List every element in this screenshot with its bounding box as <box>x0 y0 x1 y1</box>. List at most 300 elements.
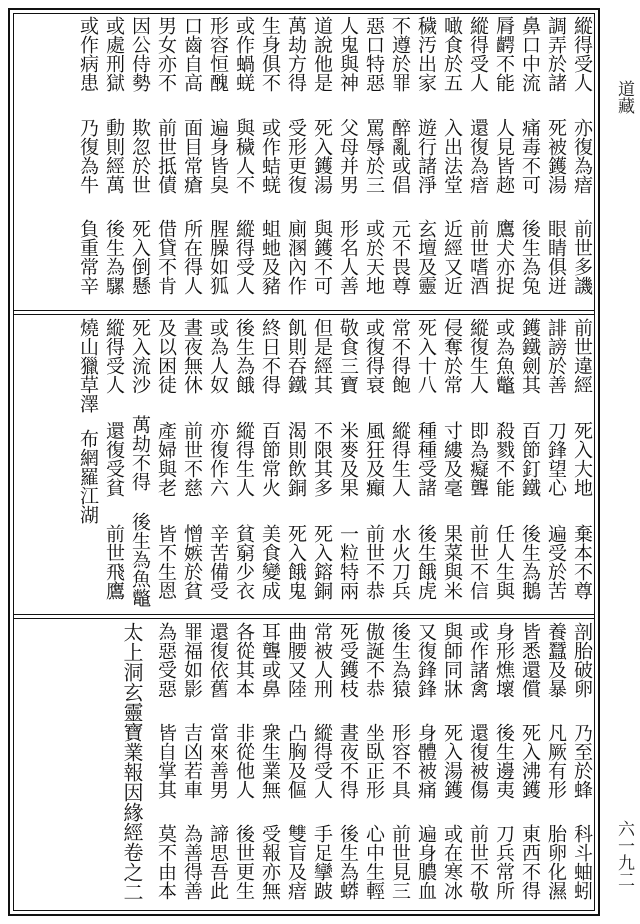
verse-line: 前世飛鷹 <box>103 523 125 600</box>
verse-line: 調弄於諸 <box>545 16 567 92</box>
verse-line: 惡口特惡 <box>363 16 385 92</box>
verse-line: 米麥及果 <box>337 420 359 497</box>
verse-column <box>257 622 283 910</box>
verse-line: 憎嫉於貧 <box>181 523 203 600</box>
verse-line: 誹謗於善 <box>545 318 567 394</box>
verse-gap <box>413 103 439 118</box>
verse-line: 前世嗜酒 <box>467 219 489 296</box>
verse-gap <box>231 103 257 118</box>
verse-line: 脣齶不能 <box>493 16 515 92</box>
verse-column <box>309 622 335 910</box>
verse-line: 死入沸鑊 <box>519 722 541 799</box>
verse-column <box>387 318 413 612</box>
verse-gap <box>179 708 205 723</box>
verse-gap <box>569 708 595 723</box>
verse-line: 受形更復 <box>285 117 307 194</box>
verse-line: 噉食於五 <box>441 16 463 92</box>
verse-column <box>335 318 361 612</box>
verse-gap <box>543 809 569 824</box>
verse-line: 渴則飲銅 <box>285 420 307 497</box>
verse-line: 傲誕不恭 <box>363 622 385 698</box>
verse-line: 死入餓鬼 <box>285 523 307 600</box>
verse-gap <box>413 509 439 524</box>
verse-gap <box>439 103 465 118</box>
verse-gap <box>465 809 491 824</box>
verse-line: 後世更生 <box>233 823 255 900</box>
verse-line: 常被人刑 <box>311 622 333 698</box>
verse-column <box>101 16 127 306</box>
verse-line: 飢則吞鐵 <box>285 318 307 394</box>
verse-line: 水火刀兵 <box>389 523 411 600</box>
verse-gap <box>335 406 361 421</box>
verse-column <box>413 318 439 612</box>
verse-gap <box>231 809 257 824</box>
verse-column <box>569 622 595 910</box>
verse-line: 種種受諸 <box>415 420 437 497</box>
verse-line: 或處刑獄 <box>103 16 125 92</box>
verse-line: 道說他是 <box>311 16 333 92</box>
verse-line: 科斗蚰蚓 <box>571 823 593 900</box>
verse-line: 侵奪於常 <box>441 318 463 394</box>
verse-line: 皆自掌其 <box>155 722 177 799</box>
verse-line: 萬劫方得 <box>285 16 307 92</box>
verse-line: 布網羅江湖 <box>77 429 99 524</box>
verse-line: 心中生輕 <box>363 823 385 900</box>
verse-line: 死入鑊湯 <box>311 117 333 194</box>
register-divider-1b <box>13 314 595 315</box>
verse-line: 後生為猿 <box>389 622 411 698</box>
verse-gap <box>257 509 283 524</box>
register-divider-2b <box>13 618 595 619</box>
verse-gap <box>517 204 543 219</box>
verse-gap <box>439 204 465 219</box>
verse-line: 負重常辛 <box>77 219 99 296</box>
verse-line: 前世不信 <box>467 523 489 600</box>
verse-gap <box>439 509 465 524</box>
verse-line: 莫不由本 <box>155 823 177 900</box>
verse-column <box>543 318 569 612</box>
verse-line: 前世多譏 <box>571 219 593 296</box>
verse-column <box>543 622 569 910</box>
verse-line: 穢汚出家 <box>415 16 437 92</box>
verse-gap <box>413 406 439 421</box>
verse-line: 但是經其 <box>311 318 333 394</box>
verse-line: 口齒自高 <box>181 16 203 92</box>
verse-gap <box>517 708 543 723</box>
verse-gap <box>205 103 231 118</box>
verse-line: 後生為魚鼈 <box>129 512 151 608</box>
verse-line: 前世抵債 <box>155 117 177 194</box>
verse-line: 凸胸及傴 <box>285 722 307 799</box>
verse-gap <box>127 103 153 118</box>
verse-column <box>283 318 309 612</box>
verse-column <box>439 318 465 612</box>
register-3-columns <box>153 622 595 910</box>
verse-line: 或為魚鼈 <box>493 318 515 394</box>
verse-gap <box>387 509 413 524</box>
verse-gap <box>127 401 153 415</box>
verse-column <box>543 16 569 306</box>
verse-line: 遍身皆臭 <box>207 117 229 194</box>
verse-gap <box>491 204 517 219</box>
verse-line: 剖胎破卵 <box>571 622 593 698</box>
verse-gap <box>101 509 127 524</box>
verse-line: 坐臥正形 <box>363 722 385 799</box>
verse-column <box>517 16 543 306</box>
verse-gap <box>179 509 205 524</box>
verse-line: 眼睛俱迸 <box>545 219 567 296</box>
verse-line: 縱得受人 <box>103 318 125 394</box>
verse-gap <box>283 509 309 524</box>
verse-line: 吉凶若車 <box>181 722 203 799</box>
verse-column <box>569 16 595 306</box>
verse-gap <box>309 406 335 421</box>
verse-line: 又復鋒鋒 <box>415 622 437 698</box>
verse-line: 皆悉還償 <box>519 622 541 698</box>
verse-gap <box>153 103 179 118</box>
verse-gap <box>413 708 439 723</box>
verse-gap <box>569 103 595 118</box>
verse-column <box>361 16 387 306</box>
verse-column <box>465 622 491 910</box>
verse-line: 面目常瘡 <box>181 117 203 194</box>
verse-gap <box>439 406 465 421</box>
verse-gap <box>491 103 517 118</box>
verse-line: 晝夜無休 <box>181 318 203 394</box>
verse-column <box>205 318 231 612</box>
verse-gap <box>101 204 127 219</box>
verse-line: 前世見三 <box>389 823 411 900</box>
verse-gap <box>205 509 231 524</box>
verse-line: 前世不恭 <box>363 523 385 600</box>
verse-column <box>283 16 309 306</box>
verse-gap <box>543 509 569 524</box>
verse-line: 非從他人 <box>233 722 255 799</box>
verse-gap <box>335 708 361 723</box>
verse-gap <box>491 509 517 524</box>
verse-gap <box>569 406 595 421</box>
verse-gap <box>257 103 283 118</box>
verse-gap <box>257 809 283 824</box>
verse-line: 縱得生人 <box>233 420 255 497</box>
verse-line: 或作蛣蜣 <box>259 117 281 194</box>
verse-column <box>569 318 595 612</box>
verse-column <box>439 16 465 306</box>
verse-line: 曲腰又陸 <box>285 622 307 698</box>
margin-page-number: 六一九二 <box>614 820 634 888</box>
verse-gap <box>75 103 101 118</box>
register-1 <box>13 16 595 306</box>
verse-gap <box>153 406 179 421</box>
verse-line: 或作蝸蜣 <box>233 16 255 92</box>
verse-line: 手足攣跛 <box>311 823 333 900</box>
verse-column <box>283 622 309 910</box>
verse-line: 或作病患 <box>77 16 99 92</box>
verse-column <box>153 16 179 306</box>
verse-line: 受報亦無 <box>259 823 281 900</box>
verse-line: 不遵於罪 <box>389 16 411 92</box>
verse-line: 鷹犬亦捉 <box>493 219 515 296</box>
verse-column <box>257 16 283 306</box>
verse-line: 燒山獵草澤 <box>77 318 99 413</box>
verse-line: 近經又近 <box>441 219 463 296</box>
verse-gap <box>283 103 309 118</box>
verse-gap <box>153 708 179 723</box>
verse-line: 後生為餓 <box>233 318 255 394</box>
verse-line: 玄壇及靈 <box>415 219 437 296</box>
verse-line: 亦復作六 <box>207 420 229 497</box>
verse-line: 或在寒冰 <box>441 823 463 900</box>
verse-gap <box>309 103 335 118</box>
verse-column <box>231 318 257 612</box>
verse-line: 縱得受人 <box>233 219 255 296</box>
verse-line: 後生為騾 <box>103 219 125 296</box>
verse-gap <box>491 708 517 723</box>
verse-gap <box>231 509 257 524</box>
verse-line: 各從其本 <box>233 622 255 698</box>
verse-gap <box>361 809 387 824</box>
verse-gap <box>283 406 309 421</box>
verse-line: 乃復為牛 <box>77 117 99 194</box>
verse-line: 縱得生人 <box>389 420 411 497</box>
verse-line: 縱得受人 <box>467 16 489 92</box>
verse-line: 棄本不尊 <box>571 523 593 600</box>
verse-line: 形容恒醜 <box>207 16 229 92</box>
verse-column <box>517 318 543 612</box>
verse-gap <box>517 406 543 421</box>
verse-line: 後生為蟒 <box>337 823 359 900</box>
verse-gap <box>257 204 283 219</box>
verse-line: 父母并男 <box>337 117 359 194</box>
verse-line: 百節常火 <box>259 420 281 497</box>
verse-line: 所在得人 <box>181 219 203 296</box>
verse-line: 入出法堂 <box>441 117 463 194</box>
verse-line: 形容不具 <box>389 722 411 799</box>
verse-line: 欺忽於世 <box>129 117 151 194</box>
verse-gap <box>153 509 179 524</box>
verse-line: 還復為瘖 <box>467 117 489 194</box>
verse-line: 借貸不肯 <box>155 219 177 296</box>
verse-line: 死入倒懸 <box>129 219 151 296</box>
verse-gap <box>75 204 101 219</box>
verse-line: 雙盲及瘖 <box>285 823 307 900</box>
verse-gap <box>491 406 517 421</box>
verse-line: 生身俱不 <box>259 16 281 92</box>
register-2 <box>13 318 595 612</box>
verse-gap <box>335 509 361 524</box>
verse-gap <box>543 204 569 219</box>
verse-gap <box>231 708 257 723</box>
verse-column <box>517 622 543 910</box>
verse-column <box>231 622 257 910</box>
verse-line: 後生邊夷 <box>493 722 515 799</box>
verse-line: 動則經萬 <box>103 117 125 194</box>
verse-gap <box>491 809 517 824</box>
verse-line: 晝夜不得 <box>337 722 359 799</box>
verse-gap <box>361 509 387 524</box>
verse-line: 形名人善 <box>337 219 359 296</box>
verse-line: 敬食三寶 <box>337 318 359 394</box>
verse-column <box>335 16 361 306</box>
verse-column <box>179 622 205 910</box>
verse-column <box>179 16 205 306</box>
verse-column <box>465 16 491 306</box>
verse-gap <box>387 204 413 219</box>
verse-line: 身形燋壞 <box>493 622 515 698</box>
verse-line: 死被鑊湯 <box>545 117 567 194</box>
verse-gap <box>413 204 439 219</box>
verse-gap <box>569 509 595 524</box>
verse-line: 常不得飽 <box>389 318 411 394</box>
verse-column <box>387 622 413 910</box>
register-divider-1 <box>13 310 595 311</box>
verse-gap <box>387 103 413 118</box>
verse-gap <box>569 204 595 219</box>
verse-gap <box>101 406 127 421</box>
verse-line: 還復被傷 <box>467 722 489 799</box>
verse-gap <box>231 406 257 421</box>
verse-gap <box>465 406 491 421</box>
verse-column <box>205 622 231 910</box>
verse-gap <box>179 103 205 118</box>
verse-column <box>491 16 517 306</box>
verse-line: 美食變成 <box>259 523 281 600</box>
verse-gap <box>361 708 387 723</box>
verse-gap <box>179 809 205 824</box>
verse-gap <box>309 204 335 219</box>
verse-column <box>101 318 127 612</box>
margin-top-right: 道藏 <box>614 80 634 114</box>
verse-gap <box>387 809 413 824</box>
verse-column <box>205 16 231 306</box>
verse-line: 亦復為瘖 <box>571 117 593 194</box>
verse-gap <box>517 103 543 118</box>
verse-gap <box>283 809 309 824</box>
verse-gap <box>179 406 205 421</box>
verse-column <box>127 318 153 612</box>
verse-line: 縱復生人 <box>467 318 489 394</box>
verse-line: 及以困徒 <box>155 318 177 394</box>
register-divider-2 <box>13 614 595 615</box>
verse-gap <box>543 406 569 421</box>
verse-column <box>465 318 491 612</box>
verse-line: 醉亂或倡 <box>389 117 411 194</box>
register-3 <box>13 622 595 910</box>
verse-line: 鼻口中流 <box>519 16 541 92</box>
verse-line: 罵辱於三 <box>363 117 385 194</box>
verse-column <box>439 622 465 910</box>
verse-line: 後生為兔 <box>519 219 541 296</box>
verse-line: 鑊鐵劍其 <box>519 318 541 394</box>
verse-line: 為惡受惡 <box>155 622 177 698</box>
verse-gap <box>387 708 413 723</box>
verse-line: 前世不敬 <box>467 823 489 900</box>
verse-line: 縱得受人 <box>571 16 593 92</box>
verse-line: 身體被痛 <box>415 722 437 799</box>
verse-line: 死受鑊枝 <box>337 622 359 698</box>
verse-gap <box>153 204 179 219</box>
scripture-title: 太上洞玄靈寶業報因緣經卷之二 <box>120 622 144 902</box>
verse-line: 皆不生恩 <box>155 523 177 600</box>
verse-column <box>361 318 387 612</box>
verse-column <box>257 318 283 612</box>
verse-gap <box>257 406 283 421</box>
verse-gap <box>309 809 335 824</box>
verse-line: 死入流沙 <box>129 318 151 394</box>
verse-column <box>491 318 517 612</box>
verse-gap <box>517 509 543 524</box>
verse-line: 殺戮不能 <box>493 420 515 497</box>
verse-line: 為善得善 <box>181 823 203 900</box>
verse-line: 死入湯鑊 <box>441 722 463 799</box>
verse-line: 衆生業無 <box>259 722 281 799</box>
verse-line: 死入鎔銅 <box>311 523 333 600</box>
verse-line: 風狂及癲 <box>363 420 385 497</box>
verse-line: 任人生與 <box>493 523 515 600</box>
verse-gap <box>361 103 387 118</box>
verse-gap <box>309 509 335 524</box>
verse-line: 一粒特兩 <box>337 523 359 600</box>
verse-line: 即為癡聾 <box>467 420 489 497</box>
verse-gap <box>335 809 361 824</box>
verse-line: 刀鋒望心 <box>545 420 567 497</box>
verse-column <box>231 16 257 306</box>
verse-line: 遍受於苦 <box>545 523 567 600</box>
verse-line: 後生餓虎 <box>415 523 437 600</box>
verse-gap <box>75 413 101 429</box>
verse-gap <box>205 809 231 824</box>
verse-line: 還復受貧 <box>103 420 125 497</box>
verse-line: 人鬼與神 <box>337 16 359 92</box>
verse-line: 遍身膿血 <box>415 823 437 900</box>
verse-gap <box>257 708 283 723</box>
verse-line: 或復得衰 <box>363 318 385 394</box>
verse-line: 萬劫不得 <box>129 415 151 492</box>
verse-gap <box>283 708 309 723</box>
verse-gap <box>361 204 387 219</box>
verse-line: 產婦與老 <box>155 420 177 497</box>
verse-line: 養蠶及暴 <box>545 622 567 698</box>
verse-column <box>413 16 439 306</box>
verse-line: 與穢人不 <box>233 117 255 194</box>
verse-line: 因公侍勢 <box>129 16 151 92</box>
verse-gap <box>543 708 569 723</box>
verse-column <box>361 622 387 910</box>
verse-line: 前世違經 <box>571 318 593 394</box>
verse-line: 或於天地 <box>363 219 385 296</box>
verse-gap <box>231 204 257 219</box>
verse-line: 貧窮少衣 <box>233 523 255 600</box>
verse-column <box>413 622 439 910</box>
verse-gap <box>335 204 361 219</box>
verse-line: 不限其多 <box>311 420 333 497</box>
verse-line: 罪福如影 <box>181 622 203 698</box>
verse-column <box>309 16 335 306</box>
verse-line: 痛毒不可 <box>519 117 541 194</box>
verse-column <box>335 622 361 910</box>
verse-gap <box>205 708 231 723</box>
verse-gap <box>361 406 387 421</box>
verse-gap <box>413 809 439 824</box>
verse-line: 後生為鵝 <box>519 523 541 600</box>
verse-line: 與師同牀 <box>441 622 463 698</box>
verse-gap <box>179 204 205 219</box>
verse-column <box>75 16 101 306</box>
verse-line: 遊行諸淨 <box>415 117 437 194</box>
verse-line: 腥臊如狐 <box>207 219 229 296</box>
verse-line: 還復依舊 <box>207 622 229 698</box>
verse-line: 死入大地 <box>571 420 593 497</box>
